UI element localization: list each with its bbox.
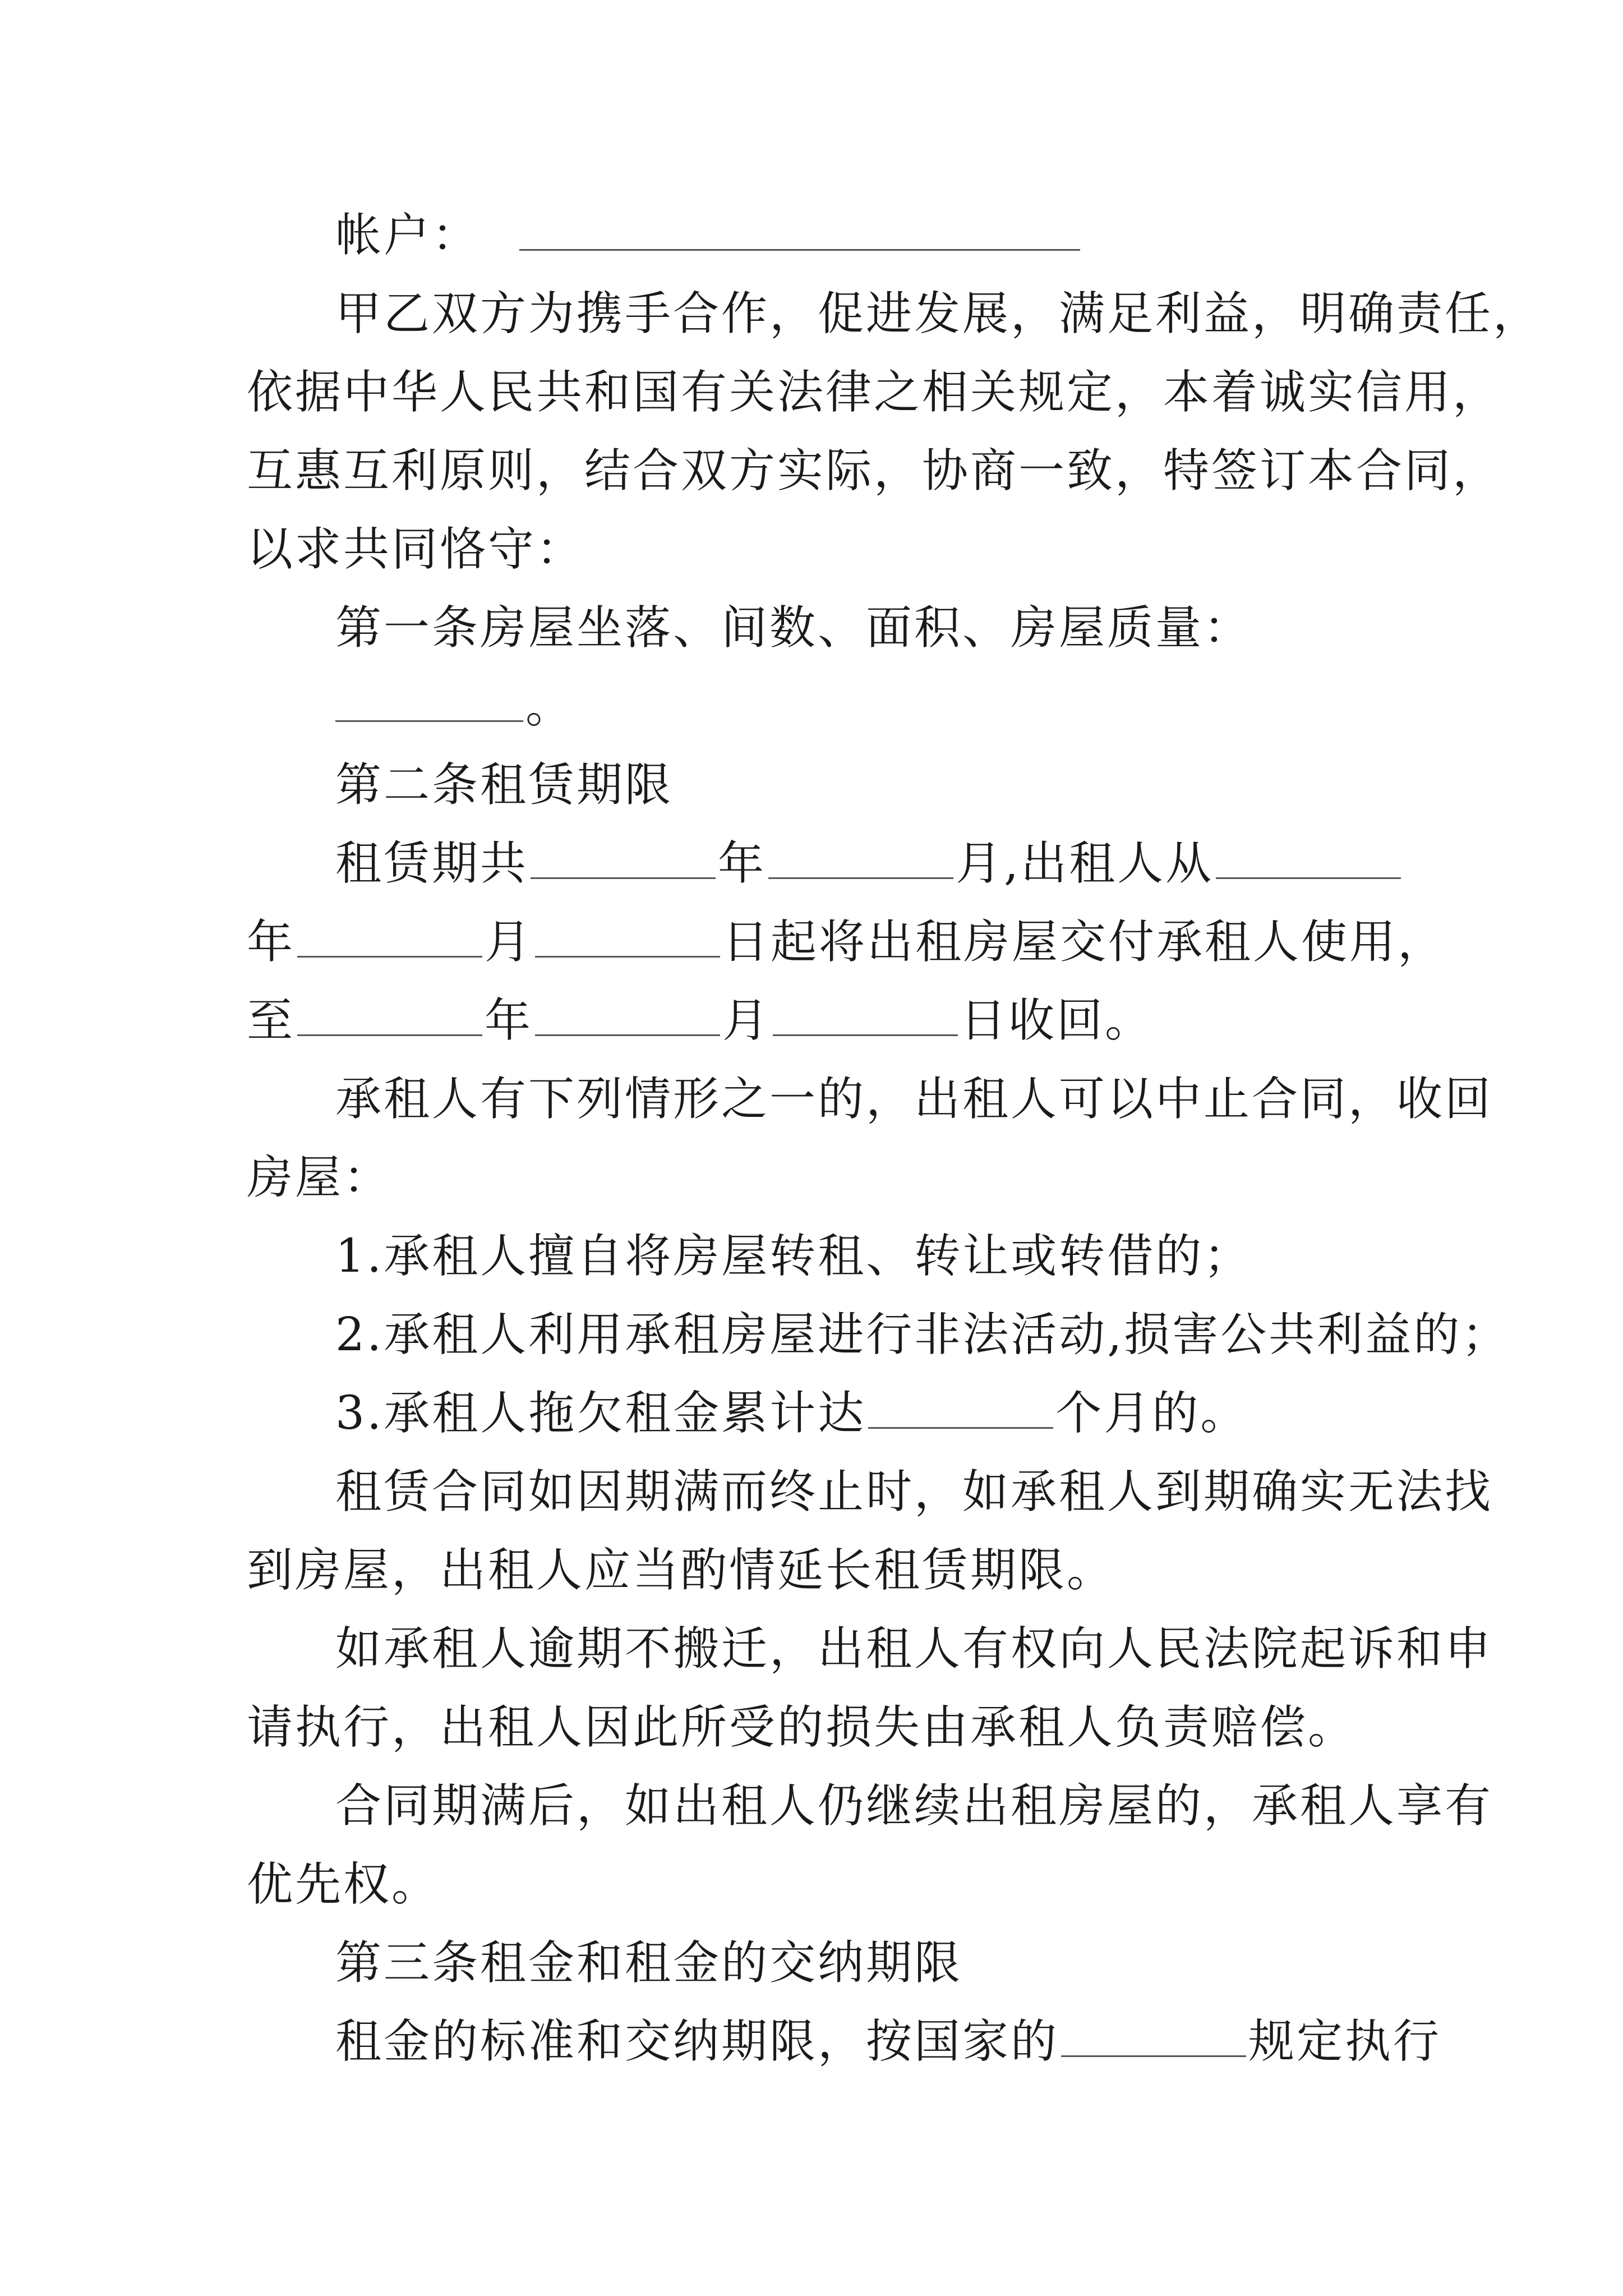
priority-line-2: 优先权。 — [247, 1858, 440, 1911]
terminate-line-2: 房屋： — [247, 1151, 392, 1204]
intro-line-4: 以求共同恪守： — [247, 523, 585, 576]
expire-line-1: 租赁合同如因期满而终止时，如承租人到期确实无法找 — [335, 1465, 1493, 1519]
item-2: 2.承租人利用承租房屋进行非法活动,损害公共利益的； — [335, 1308, 1510, 1361]
item-1: 1.承租人擅自将房屋转租、转让或转借的； — [335, 1230, 1252, 1283]
article-2-title: 第二条租赁期限 — [335, 758, 674, 812]
start-month-blank[interactable] — [297, 911, 482, 958]
year-label: 年 — [247, 915, 296, 969]
rent-text-end: 规定执行 — [1248, 2015, 1442, 2068]
reclaim-text: 日收回。 — [960, 994, 1154, 1047]
article-1-title: 第一条房屋坐落、间数、面积、房屋质量： — [335, 601, 1252, 655]
intro-line-1: 甲乙双方为携手合作，促进发展，满足利益，明确责任， — [335, 287, 1542, 341]
terminate-line-1: 承租人有下列情形之一的，出租人可以中止合同，收回 — [335, 1073, 1493, 1126]
lease-months-blank[interactable] — [768, 832, 953, 879]
arrears-months-blank[interactable] — [868, 1382, 1053, 1429]
year-label: 年 — [718, 837, 767, 890]
month-label: 月 — [485, 915, 533, 969]
end-month-blank[interactable] — [535, 990, 720, 1036]
account-blank[interactable] — [519, 215, 1080, 251]
lease-term-label: 租赁期共 — [335, 837, 529, 890]
regulation-blank[interactable] — [1061, 2010, 1246, 2057]
lease-years-blank[interactable] — [531, 832, 716, 879]
article-1-blank-line — [247, 668, 1479, 746]
lease-line-1 — [247, 825, 1479, 903]
end-year-blank[interactable] — [297, 990, 482, 1036]
article-3-title: 第三条租金和租金的交纳期限 — [335, 1936, 963, 1990]
month-label: 月 — [722, 994, 771, 1047]
lease-line-3 — [247, 982, 1391, 1060]
priority-line-1: 合同期满后，如出租人仍继续出租房屋的，承租人享有 — [335, 1779, 1493, 1833]
rent-line — [247, 2003, 1479, 2081]
start-day-blank[interactable] — [535, 911, 720, 958]
article-1-end: 。 — [525, 680, 574, 733]
handover-text: 日起将出租房屋交付承租人使用， — [722, 915, 1446, 969]
lease-line-2 — [247, 903, 1446, 982]
item-3-end: 个月的。 — [1055, 1387, 1249, 1440]
account-label: 帐户： — [335, 209, 481, 262]
overdue-line-2: 请执行，出租人因此所受的损失由承租人负责赔偿。 — [247, 1701, 1357, 1754]
year-label: 年 — [485, 994, 533, 1047]
rent-text: 租金的标准和交纳期限，按国家的 — [335, 2015, 1059, 2068]
expire-line-2: 到房屋，出租人应当酌情延长租赁期限。 — [247, 1544, 1115, 1597]
intro-line-2: 依据中华人民共和国有关法律之相关规定，本着诚实信用， — [247, 366, 1501, 419]
lessor-from-label: 月,出租人从 — [956, 837, 1214, 890]
start-year-blank[interactable] — [1216, 832, 1401, 879]
item-3 — [247, 1374, 1479, 1453]
overdue-line-1: 如承租人逾期不搬迁，出租人有权向人民法院起诉和申 — [335, 1622, 1493, 1676]
end-day-blank[interactable] — [773, 990, 958, 1036]
property-details-blank[interactable] — [335, 675, 523, 722]
intro-line-3: 互惠互利原则，结合双方实际，协商一致，特签订本合同， — [247, 444, 1501, 498]
until-label: 至 — [247, 994, 296, 1047]
item-3-text: 3.承租人拖欠租金累计达 — [335, 1387, 866, 1440]
account-line — [247, 196, 1479, 275]
